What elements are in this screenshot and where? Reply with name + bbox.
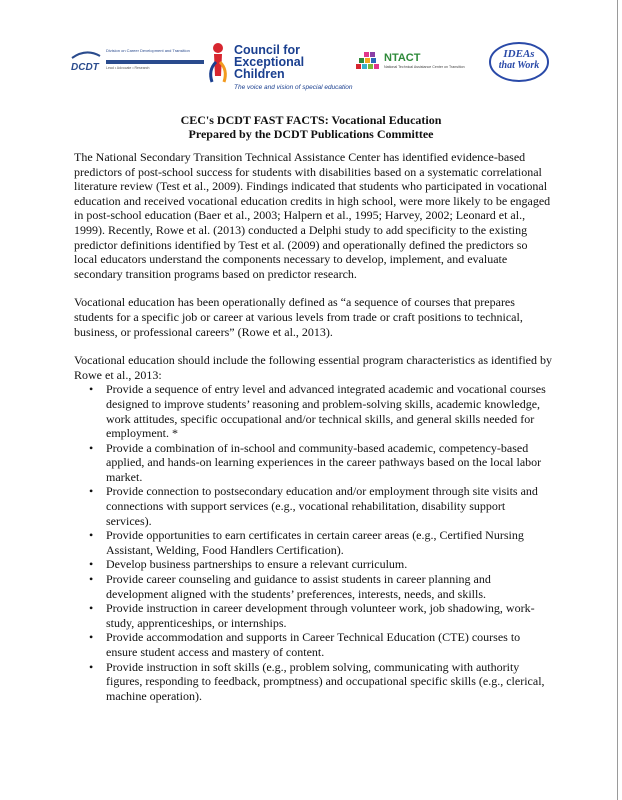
list-item-text: Develop business partnerships to ensure a relevant curriculum.	[106, 557, 408, 572]
dcdt-full-name: Division on Career Development and Transition	[106, 48, 190, 53]
list-item-text: Provide a combination of in-school and community-based academic, competency-based applied, and hands-on learning experiences in the career pathways based on the local labor market.	[106, 440, 542, 484]
title-line-2: Prepared by the DCDT Publications Committee	[188, 127, 434, 141]
dcdt-mark-icon	[70, 48, 102, 76]
intro-paragraph: The National Secondary Transition Technical Assistance Center has identified evidence-based predictors of post-school success for students with disabilities based on a systematic correlational literature review (Test et al., 2009). Findings indicated that students who participated in vocational education and received vocational education credits in high school, were more likely to be engaged in post-school education (Baer et al., 2003; Halpern et al., 1995; Harvey, 2002; Leonard et al., 1999). Recently, Rowe et al. (2013) conducted a Delphi study to add specificity to the existing predictor definitions identified by Test et al. (2009) and operationally defined the predictors so local educators understand the components necessary to develop, implement, and evaluate secondary transition programs based on predictor research.	[74, 150, 551, 281]
dcdt-subtitle: Lead • Advocate • Research	[106, 66, 150, 70]
document-title	[0, 113, 622, 141]
list-item	[74, 557, 552, 572]
cec-tagline: The voice and vision of special education	[234, 84, 353, 91]
definition-paragraph: Vocational education has been operationally defined as “a sequence of courses that prepares students for a specific job or career at various levels from trade or craft positions to technical, business, or professional careers” (Rowe et al., 2013).	[74, 295, 523, 339]
list-item-text: Provide career counseling and guidance to assist students in career planning and development aligned with the students’ preferences, interests, needs, and skills.	[106, 572, 491, 601]
list-item-text: Provide accommodation and supports in Career Technical Education (CTE) courses to ensure student access and mastery of content.	[106, 630, 521, 659]
ideas-line2: that Work	[498, 60, 540, 71]
dcdt-mark-text: DCDT	[71, 62, 99, 73]
cec-name: Council for Exceptional Children	[234, 43, 305, 81]
list-item	[74, 441, 552, 485]
bullet-icon: •	[89, 572, 94, 587]
list-item	[74, 660, 552, 704]
bullet-icon: •	[89, 601, 94, 616]
list-item	[74, 528, 552, 557]
list-item	[74, 601, 552, 630]
list-item	[74, 382, 552, 440]
title-line-1: CEC's DCDT FAST FACTS: Vocational Education	[180, 113, 442, 127]
bullet-icon: •	[89, 440, 94, 455]
cec-person-icon	[206, 42, 230, 86]
ntact-blocks-icon	[356, 50, 382, 72]
list-item-text: Provide connection to postsecondary education and/or employment through site visits and connections with support services (e.g., vocational rehabilitation, disability support services).	[106, 484, 538, 528]
dcdt-bar	[106, 60, 204, 64]
ideas-that-work-logo	[488, 40, 550, 84]
list-item	[74, 572, 552, 601]
logo-banner	[0, 36, 622, 96]
ntact-logo	[356, 50, 466, 76]
characteristics-intro: Vocational education should include the following essential program characteristics as identified by Rowe et al., 2013:	[74, 353, 552, 382]
list-item	[74, 484, 552, 528]
document-body	[74, 150, 552, 703]
ideas-line1: IDEAs	[503, 48, 535, 60]
characteristics-list	[74, 382, 552, 703]
list-item-text: Provide a sequence of entry level and advanced integrated academic and vocational courses designed to improve students’ reasoning and problem-solving skills, academic knowledge, work attitudes, specific occupational and/or technical skills, and general skills needed for employment. *	[106, 382, 546, 441]
bullet-icon: •	[89, 659, 94, 674]
list-item-text: Provide opportunities to earn certificates in certain career areas (e.g., Certified Nursing Assistant, Welding, Food Handlers Certification).	[106, 528, 524, 557]
bullet-icon: •	[89, 528, 94, 543]
bullet-icon: •	[89, 382, 94, 397]
bullet-icon: •	[89, 484, 94, 499]
list-item-text: Provide instruction in career development through volunteer work, job shadowing, work-study, apprenticeships, or internships.	[106, 601, 535, 630]
list-item	[74, 630, 552, 659]
list-item-text: Provide instruction in soft skills (e.g., problem solving, communicating with authority figures, responding to feedback, promptness) and occupational specific skills (e.g., clerical, machine operation).	[106, 659, 545, 703]
dcdt-logo	[70, 44, 210, 84]
cec-logo	[206, 38, 353, 94]
ntact-name: NTACT	[384, 52, 421, 64]
ntact-subtitle: National Technical Assistance Center on Transition	[384, 65, 465, 69]
bullet-icon: •	[89, 630, 94, 645]
bullet-icon: •	[89, 557, 94, 572]
